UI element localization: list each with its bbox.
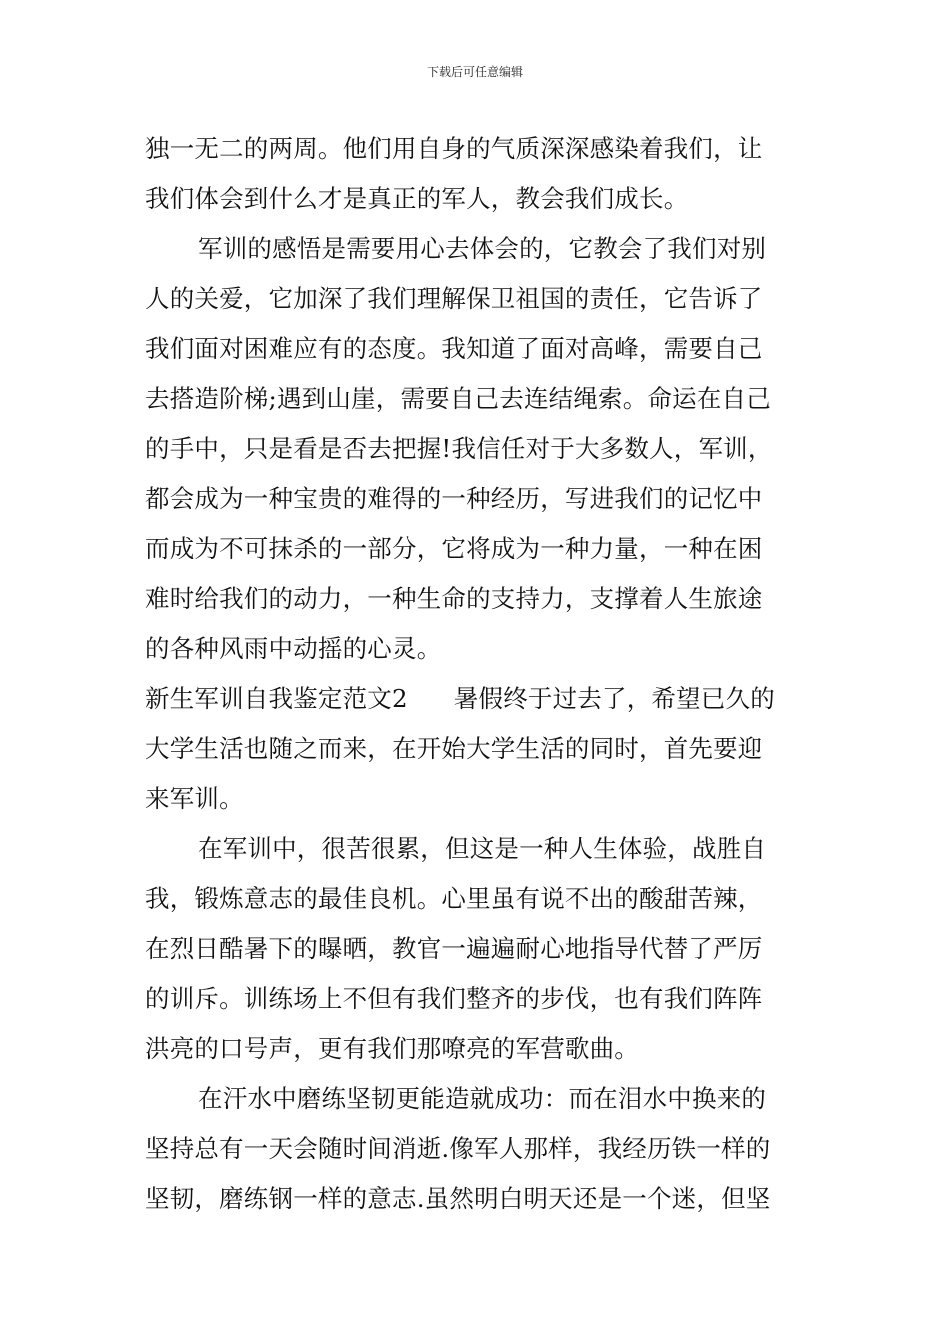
text-line: 坚韧，磨练钢一样的意志.虽然明白明天还是一个迷，但坚	[145, 1184, 771, 1213]
text-line: 而成为不可抹杀的一部分，它将成为一种力量，一种在困	[145, 534, 763, 563]
text-line: 难时给我们的动力，一种生命的支持力，支撑着人生旅途	[145, 584, 763, 613]
text-line: 都会成为一种宝贵的难得的一种经历，写进我们的记忆中	[145, 484, 763, 513]
text-line: 大学生活也随之而来，在开始大学生活的同时，首先要迎	[145, 734, 763, 763]
section-heading-line	[145, 683, 810, 715]
text-line: 去搭造阶梯;遇到山崖，需要自己去连结绳索。命运在自己	[145, 384, 771, 413]
text-line: 来军训。	[145, 784, 244, 813]
text-line: 洪亮的口号声，更有我们那嘹亮的军营歌曲。	[145, 1034, 639, 1063]
text-line: 独一无二的两周。他们用自身的气质深深感染着我们，让	[145, 134, 763, 163]
text-line: 我们面对困难应有的态度。我知道了面对高峰，需要自己	[145, 334, 763, 363]
text-line: 的各种风雨中动摇的心灵。	[145, 634, 442, 663]
paragraph-first-line: 在汗水中磨练坚韧更能造就成功：而在泪水中换来的	[198, 1084, 767, 1113]
page-header: 下载后可任意编辑	[426, 65, 523, 79]
paragraph-first-line: 在军训中，很苦很累，但这是一种人生体验，战胜自	[198, 834, 767, 863]
section-title: 新生军训自我鉴定范文2	[145, 684, 408, 713]
text-line: 人的关爱，它加深了我们理解保卫祖国的责任，它告诉了	[145, 284, 763, 313]
section-first-line: 暑假终于过去了，希望已久的	[453, 684, 775, 713]
text-line: 的手中，只是看是否去把握!我信任对于大多数人，军训，	[145, 434, 773, 463]
text-line: 我，锻炼意志的最佳良机。心里虽有说不出的酸甜苦辣，	[145, 884, 763, 913]
paragraph-first-line: 军训的感悟是需要用心去体会的，它教会了我们对别	[198, 234, 767, 263]
text-line: 我们体会到什么才是真正的军人，教会我们成长。	[145, 184, 689, 213]
text-line: 坚持总有一天会随时间消逝.像军人那样，我经历铁一样的	[145, 1134, 771, 1163]
text-line: 在烈日酷暑下的曝晒，教官一遍遍耐心地指导代替了严厉	[145, 934, 763, 963]
text-line: 的训斥。训练场上不但有我们整齐的步伐，也有我们阵阵	[145, 984, 763, 1013]
